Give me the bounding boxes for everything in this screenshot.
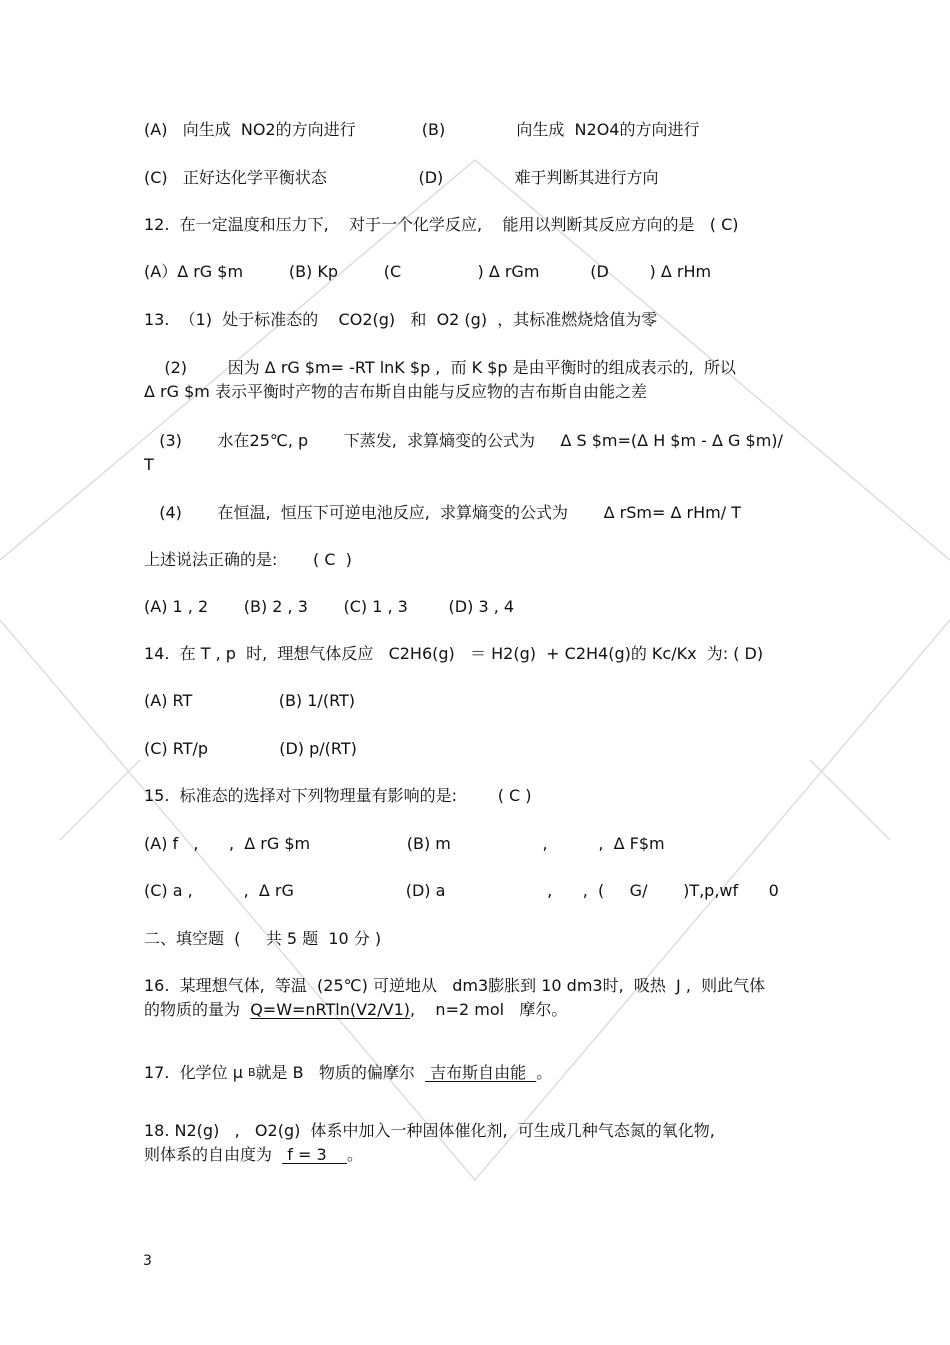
options-14-cd: (C) RT/p (D) p/(RT) bbox=[144, 739, 357, 758]
question-18-cont bbox=[144, 1145, 363, 1165]
options-13: (A) 1 , 2 (B) 2 , 3 (C) 1 , 3 (D) 3 , 4 bbox=[144, 597, 515, 616]
q16-text: 的物质的量为 bbox=[144, 1000, 251, 1019]
q16-answer: Q=W=nRTln(V2/V1) bbox=[250, 1000, 410, 1019]
page-number: 3 bbox=[143, 1253, 152, 1269]
q16-text-end: , n=2 mol 摩尔。 bbox=[410, 1000, 568, 1019]
question-13-item-2-cont: Δ rG $m 表示平衡时产物的吉布斯自由能与反应物的吉布斯自由能之差 bbox=[144, 382, 647, 401]
options-15-cd: (C) a , , Δ rG (D) a , , ( G/ )T,p,wf 0 bbox=[144, 881, 779, 900]
question-13-item-4: (4) 在恒温, 恒压下可逆电池反应, 求算熵变的公式为 Δ rSm= Δ rHm/ T bbox=[144, 503, 741, 522]
q17-subscript: B bbox=[247, 1066, 256, 1079]
options-14-ab: (A) RT (B) 1/(RT) bbox=[144, 691, 356, 710]
q18-text: 则体系的自由度为 bbox=[144, 1145, 283, 1164]
q18-answer: f = 3 bbox=[282, 1145, 348, 1164]
section-heading-fill-in: 二、填空题 ( 共 5 题 10 分 ) bbox=[144, 929, 382, 948]
question-13-item-2: (2) 因为 Δ rG $m= -RT lnK $p , 而 K $p 是由平衡时的组成表示的, 所以 bbox=[144, 358, 736, 377]
question-13-prompt: 上述说法正确的是: ( C ) bbox=[144, 550, 352, 569]
question-13-item-3-cont: T bbox=[144, 455, 154, 474]
q17-text-end: 。 bbox=[536, 1063, 553, 1082]
options-12: (A）Δ rG $m (B) Kp (C ) Δ rGm (D ) Δ rHm bbox=[144, 262, 712, 281]
question-13-item-1: 13. （1) 处于标准态的 CO2(g) 和 O2 (g) ，其标准燃烧焓值为零 bbox=[144, 310, 658, 329]
q17-answer: 吉布斯自由能 bbox=[425, 1063, 537, 1082]
options-15-ab: (A) f , , Δ rG $m (B) m , , Δ F$m bbox=[144, 834, 665, 853]
q18-text-end: 。 bbox=[347, 1145, 364, 1164]
question-15: 15. 标准态的选择对下列物理量有影响的是: ( C ) bbox=[144, 786, 532, 805]
question-13-item-3: (3) 水在25℃, p 下蒸发, 求算熵变的公式为 Δ S $m=(Δ H $m - Δ G $m)/ bbox=[144, 431, 783, 450]
option-line-11-cd: (C) 正好达化学平衡状态 (D) 难于判断其进行方向 bbox=[144, 168, 659, 187]
question-16-cont bbox=[144, 1000, 567, 1020]
q17-text: 17. 化学位 μ bbox=[144, 1063, 248, 1082]
question-18: 18. N2(g) , O2(g) 体系中加入一种固体催化剂, 可生成几种气态氮的氧化物, bbox=[144, 1121, 715, 1140]
question-12: 12. 在一定温度和压力下, 对于一个化学反应, 能用以判断其反应方向的是 ( C) bbox=[144, 215, 739, 234]
q17-text-mid: 就是 B 物质的偏摩尔 bbox=[255, 1063, 426, 1082]
question-16: 16. 某理想气体, 等温 (25℃) 可逆地从 dm3膨胀到 10 dm3时, 吸热 J , 则此气体 bbox=[144, 976, 766, 995]
option-line-11-ab: (A) 向生成 NO2的方向进行 (B) 向生成 N2O4的方向进行 bbox=[144, 120, 700, 139]
question-17 bbox=[144, 1063, 552, 1083]
question-14: 14. 在 T , p 时, 理想气体反应 C2H6(g) ＝ H2(g) + C2H4(g)的 Kc/Kx 为: ( D) bbox=[144, 644, 764, 663]
